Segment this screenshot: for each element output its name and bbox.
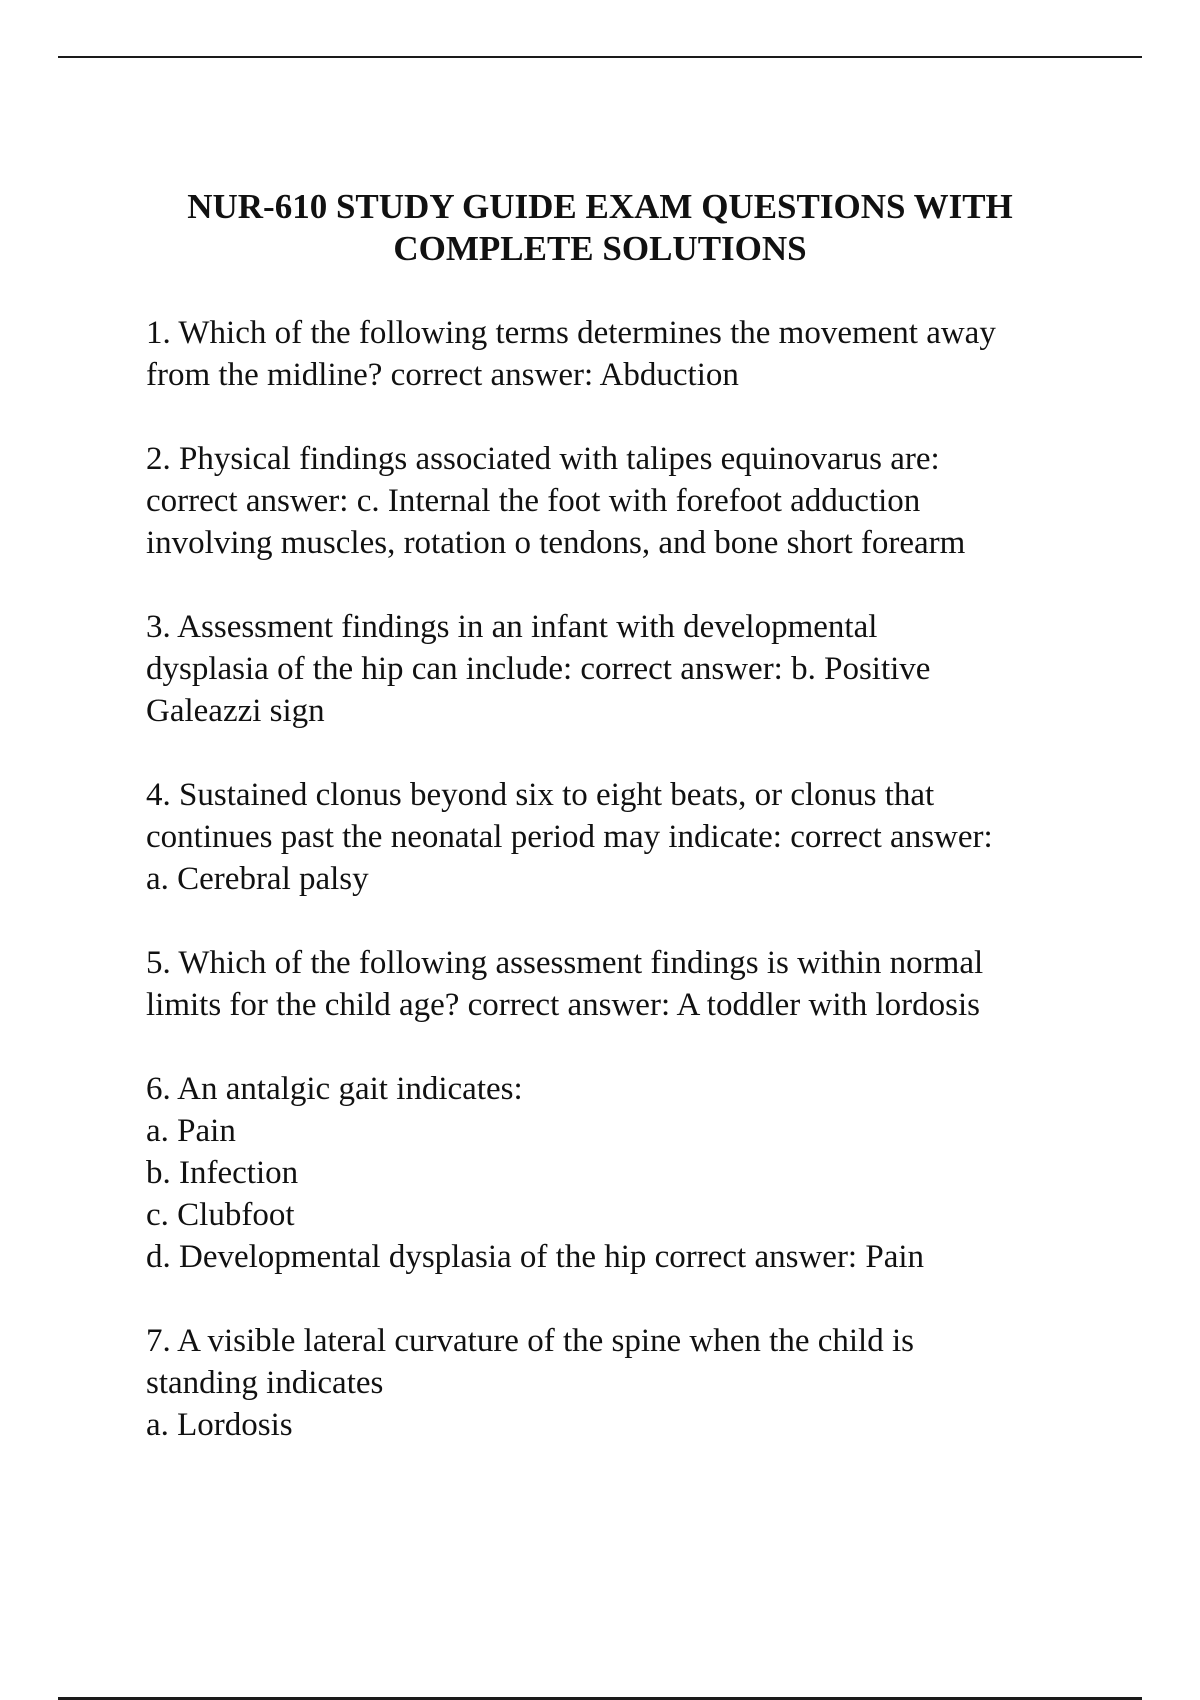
question-3 bbox=[146, 606, 1106, 732]
question-text-line: 4. Sustained clonus beyond six to eight beats, or clonus that bbox=[146, 777, 935, 813]
question-list bbox=[146, 312, 1106, 1488]
question-text-line: from the midline? correct answer: Abduction bbox=[146, 357, 739, 393]
answer-option: b. Infection bbox=[146, 1155, 299, 1191]
answer-option: a. Pain bbox=[146, 1113, 236, 1149]
question-text-line: correct answer: c. Internal the foot with forefoot adduction bbox=[146, 483, 921, 519]
question-text-line: 5. Which of the following assessment findings is within normal bbox=[146, 945, 984, 981]
question-6 bbox=[146, 1068, 1106, 1278]
question-4 bbox=[146, 774, 1106, 900]
question-text-line: 6. An antalgic gait indicates: bbox=[146, 1071, 523, 1107]
answer-option: c. Clubfoot bbox=[146, 1197, 295, 1233]
answer-option: d. Developmental dysplasia of the hip correct answer: Pain bbox=[146, 1239, 925, 1275]
question-text-line: limits for the child age? correct answer: A toddler with lordosis bbox=[146, 987, 980, 1023]
title-line: COMPLETE SOLUTIONS bbox=[393, 229, 807, 268]
question-text-line: 2. Physical findings associated with talipes equinovarus are: bbox=[146, 441, 940, 477]
question-text-line: involving muscles, rotation o tendons, and bone short forearm bbox=[146, 525, 966, 561]
question-text-line: 3. Assessment findings in an infant with developmental bbox=[146, 609, 878, 645]
question-1 bbox=[146, 312, 1106, 396]
question-text-line: standing indicates bbox=[146, 1365, 384, 1401]
answer-option: a. Lordosis bbox=[146, 1407, 293, 1443]
question-text-line: 1. Which of the following terms determines the movement away bbox=[146, 315, 996, 351]
question-text-line: 7. A visible lateral curvature of the spine when the child is bbox=[146, 1323, 914, 1359]
question-text-line: Galeazzi sign bbox=[146, 693, 325, 729]
question-text-line: continues past the neonatal period may indicate: correct answer: bbox=[146, 819, 993, 855]
question-7 bbox=[146, 1320, 1106, 1446]
question-text-line: a. Cerebral palsy bbox=[146, 861, 369, 897]
page-title bbox=[120, 186, 1080, 270]
title-line: NUR-610 STUDY GUIDE EXAM QUESTIONS WITH bbox=[187, 187, 1013, 226]
question-text-line: dysplasia of the hip can include: correct answer: b. Positive bbox=[146, 651, 931, 687]
question-2 bbox=[146, 438, 1106, 564]
top-divider bbox=[58, 56, 1142, 58]
question-5 bbox=[146, 942, 1106, 1026]
